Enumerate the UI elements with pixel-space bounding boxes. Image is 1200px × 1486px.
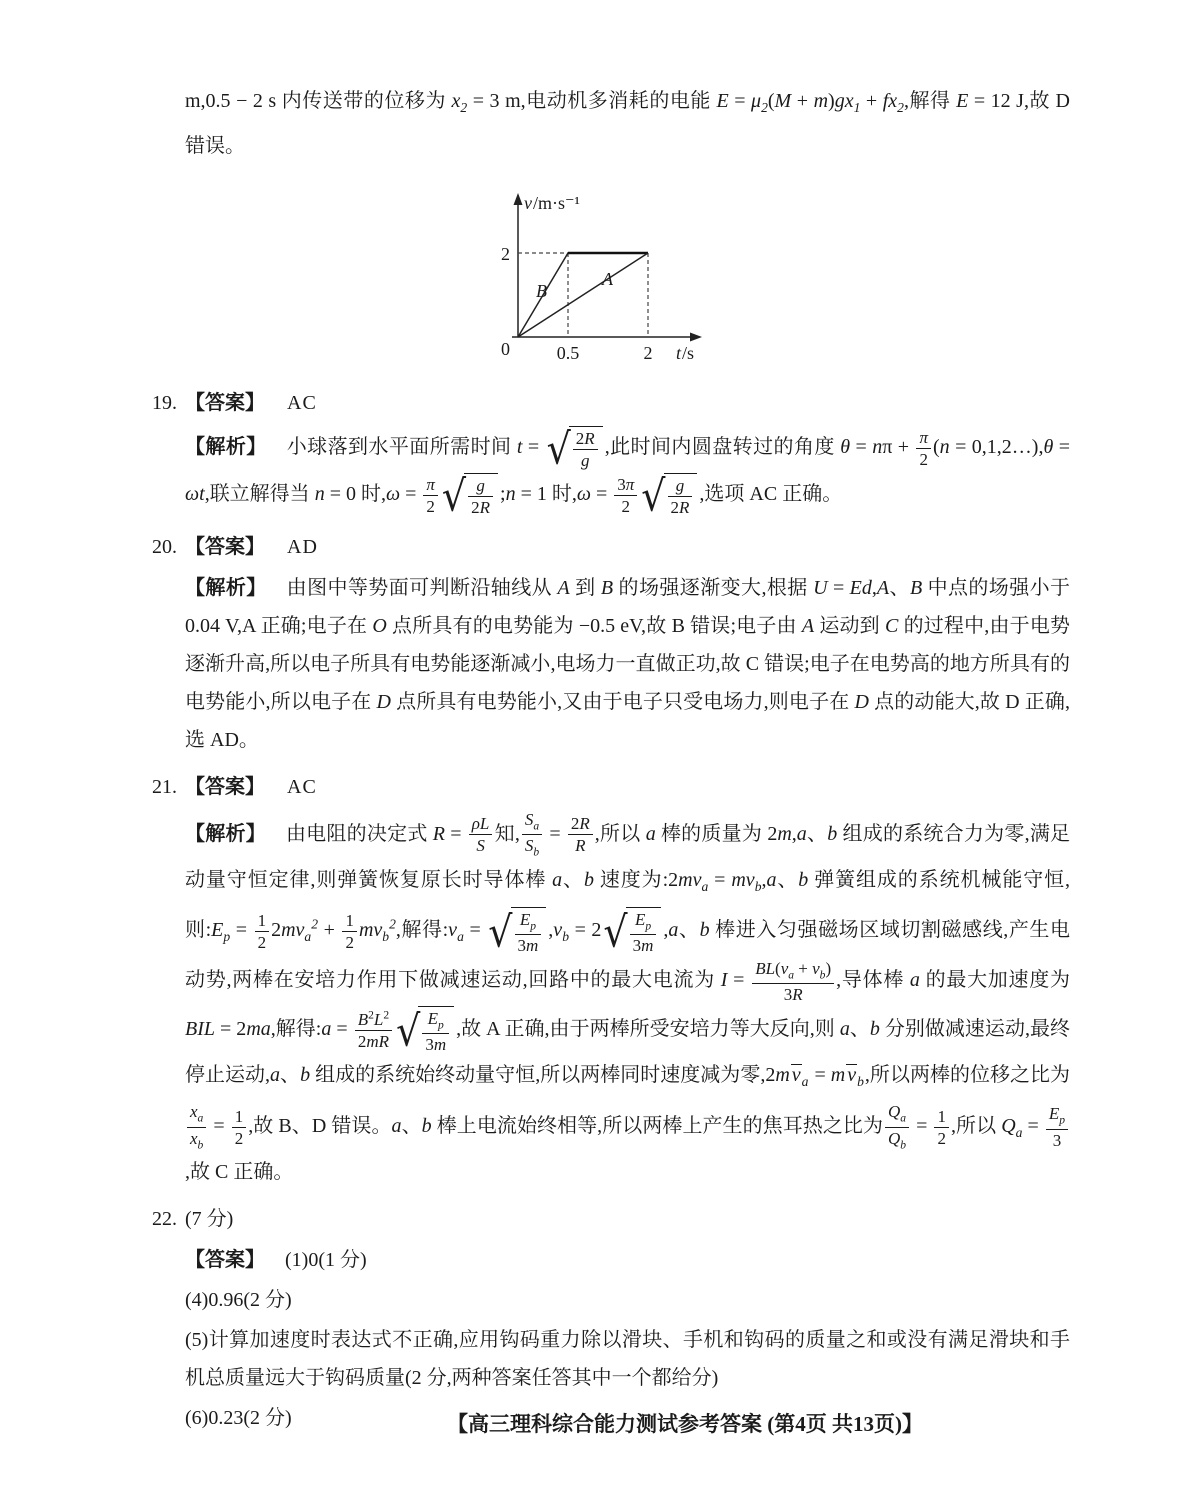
graph-svg: [478, 185, 714, 373]
q22-heading-row: [152, 1199, 1070, 1239]
q20-answer-letters: AD: [287, 536, 318, 559]
q19-answer-header: 【答案】: [185, 392, 265, 414]
x-tick-2: 2: [643, 343, 653, 363]
q19-analysis-header: 【解析】: [185, 436, 267, 459]
page-content: [152, 82, 1070, 1437]
q21-number: 21.: [152, 776, 177, 799]
q22-item-1: (1)0(1 分): [285, 1248, 367, 1271]
x-axis-arrow: [690, 333, 702, 342]
y-axis-label: v/m·s⁻¹: [524, 193, 580, 213]
q19-answer-letters: AC: [287, 392, 317, 414]
q22-answer-header: 【答案】: [185, 1248, 265, 1271]
q19-analysis-text: 小球落到水平面所需时间 t = √ $\frac{2R}{g}$ ,此时间内圆盘转过的角度 θ = nπ + $\frac{\pi}{2}$ (n = 0,1,2…),θ = ωt,联立解得当 n = 0 时,ω = $\frac{\pi}{2}$ √ $\frac{g}{2R}$ ;n = 1 时,ω = $\frac{3\pi}{2}$ √ $\frac{g}{2R}$ ,选项 AC 正确。: [185, 423, 1071, 521]
q20-analysis-text: 由图中等势面可判断沿轴线从 A 到 B 的场强逐渐变大,根据 U = Ed,A、B 中点的场强小于 0.04 V,A 正确;电子在 O 点所具有的电势能为 −0.5 eV,故 B 错误;电子由 A 运动到 C 的过程中,由于电势逐渐升高,所以电子所具有电势能逐渐减小,电场力一直做正功,故 C 错误;电子在电势高的地方所具有的电势能小,所以电子在 D 点所具有电势能小,又由于电子只受电场力,则电子在 D 点的动能大,故 D 正确,选 AD。: [185, 577, 1071, 752]
q20-analysis-header: 【解析】: [185, 577, 267, 600]
q20-analysis: [185, 569, 1070, 759]
q20-number: 20.: [152, 536, 177, 559]
q22-answer-line-5: (5)计算加速度时表达式不正确,应用钩码重力除以滑块、手机和钩码的质量之和或没有满足滑块和手机总质量远大于钩码质量(2 分,两种答案任答其中一个都给分): [185, 1328, 1070, 1389]
q19-answer-row: [152, 383, 1070, 423]
q22-answer-line-1: [185, 1241, 1070, 1279]
q21-answer-letters: AC: [287, 776, 317, 799]
q22-number: 22.: [152, 1207, 177, 1230]
q22-answer-line-6: (6)0.23(2 分): [185, 1406, 292, 1429]
q19-analysis: [185, 425, 1070, 519]
x-axis-label: t/s: [676, 343, 695, 363]
intro-paragraph: m,0.5 − 2 s 内传送带的位移为 $x_2 = 3$ m,电动机多消耗的电能 $E = \mu_2(M + m)gx_1 + fx_2$,解得 E = 12 J,故 D 错误。: [185, 90, 1070, 157]
q21-analysis-header: 【解析】: [185, 822, 266, 845]
q21-answer-row: [152, 767, 1070, 807]
velocity-time-graph: [478, 185, 1070, 375]
line-B-label: B: [536, 281, 547, 301]
q21-analysis-text: 由电阻的决定式 R = $\frac{\rho L}{S}$ 知, $\frac{S_a}{S_b}$ = $\frac{2R}{R}$ ,所以 a 棒的质量为 2m,a、b 组成的系统合力为零,满足动量守恒定律,则弹簧恢复原长时导体棒 a、b 速度为$:2mv_a = mv_b,a$、b 弹簧组成的系统机械能守恒,则$:E_p$ = $\frac{1}{2}$ $2mv_a^2$ + $\frac{1}{2}$ $mv_b^2$,解得$:v_a$ = √ $\frac{E_p}{3m}$ $,v_b = 2$ √ $\frac{E_p}{3m}$ ,a、b 棒进入匀强磁场区域切割磁感线,产生电动势,两棒在安培力作用下做减速运动,回路中的最大电流为 I = $\frac{BL(v_a + v_b)}{3R}$ ,导体棒 a 的最大加速度为 BIL = 2ma,解得:a = $\frac{B^2L^2}{2mR}$ √ $\frac{E_p}{3m}$ ,故 A 正确,由于两棒所受安培力等大反向,则 a、b 分别做减速运动,最终停止运动,a、b 组成的系统始终动量守恒,所以两棒同时速度减为零,2m $v_a = m$ $v_b$,所以两棒的位移之比为 $\frac{x_a}{x_b}$ = $\frac{1}{2}$ ,故 B、D 错误。a、b 棒上电流始终相等,所以两棒上产生的焦耳热之比为 $\frac{Q_a}{Q_b}$ = $\frac{1}{2}$ ,所以 $Q_a$ = $\frac{E_p}{3}$ ,故 C 正确。: [185, 810, 1071, 1183]
q19-number: 19.: [152, 392, 177, 414]
x-tick-05: 0.5: [556, 343, 580, 363]
y-axis-arrow: [514, 193, 523, 205]
page-footer: 【高三理科综合能力测试参考答案 (第4页 共13页)】: [447, 1412, 923, 1436]
q22-score: (7 分): [185, 1207, 234, 1230]
origin-label: 0: [501, 339, 510, 359]
q20-answer-row: [152, 527, 1070, 567]
y-tick-2: 2: [501, 244, 510, 264]
line-A-label: A: [602, 269, 613, 289]
q20-answer-header: 【答案】: [185, 536, 265, 559]
q21-analysis: [185, 809, 1070, 1191]
q21-answer-header: 【答案】: [185, 776, 265, 799]
q22-answer-line-4: (4)0.96(2 分): [185, 1288, 292, 1311]
